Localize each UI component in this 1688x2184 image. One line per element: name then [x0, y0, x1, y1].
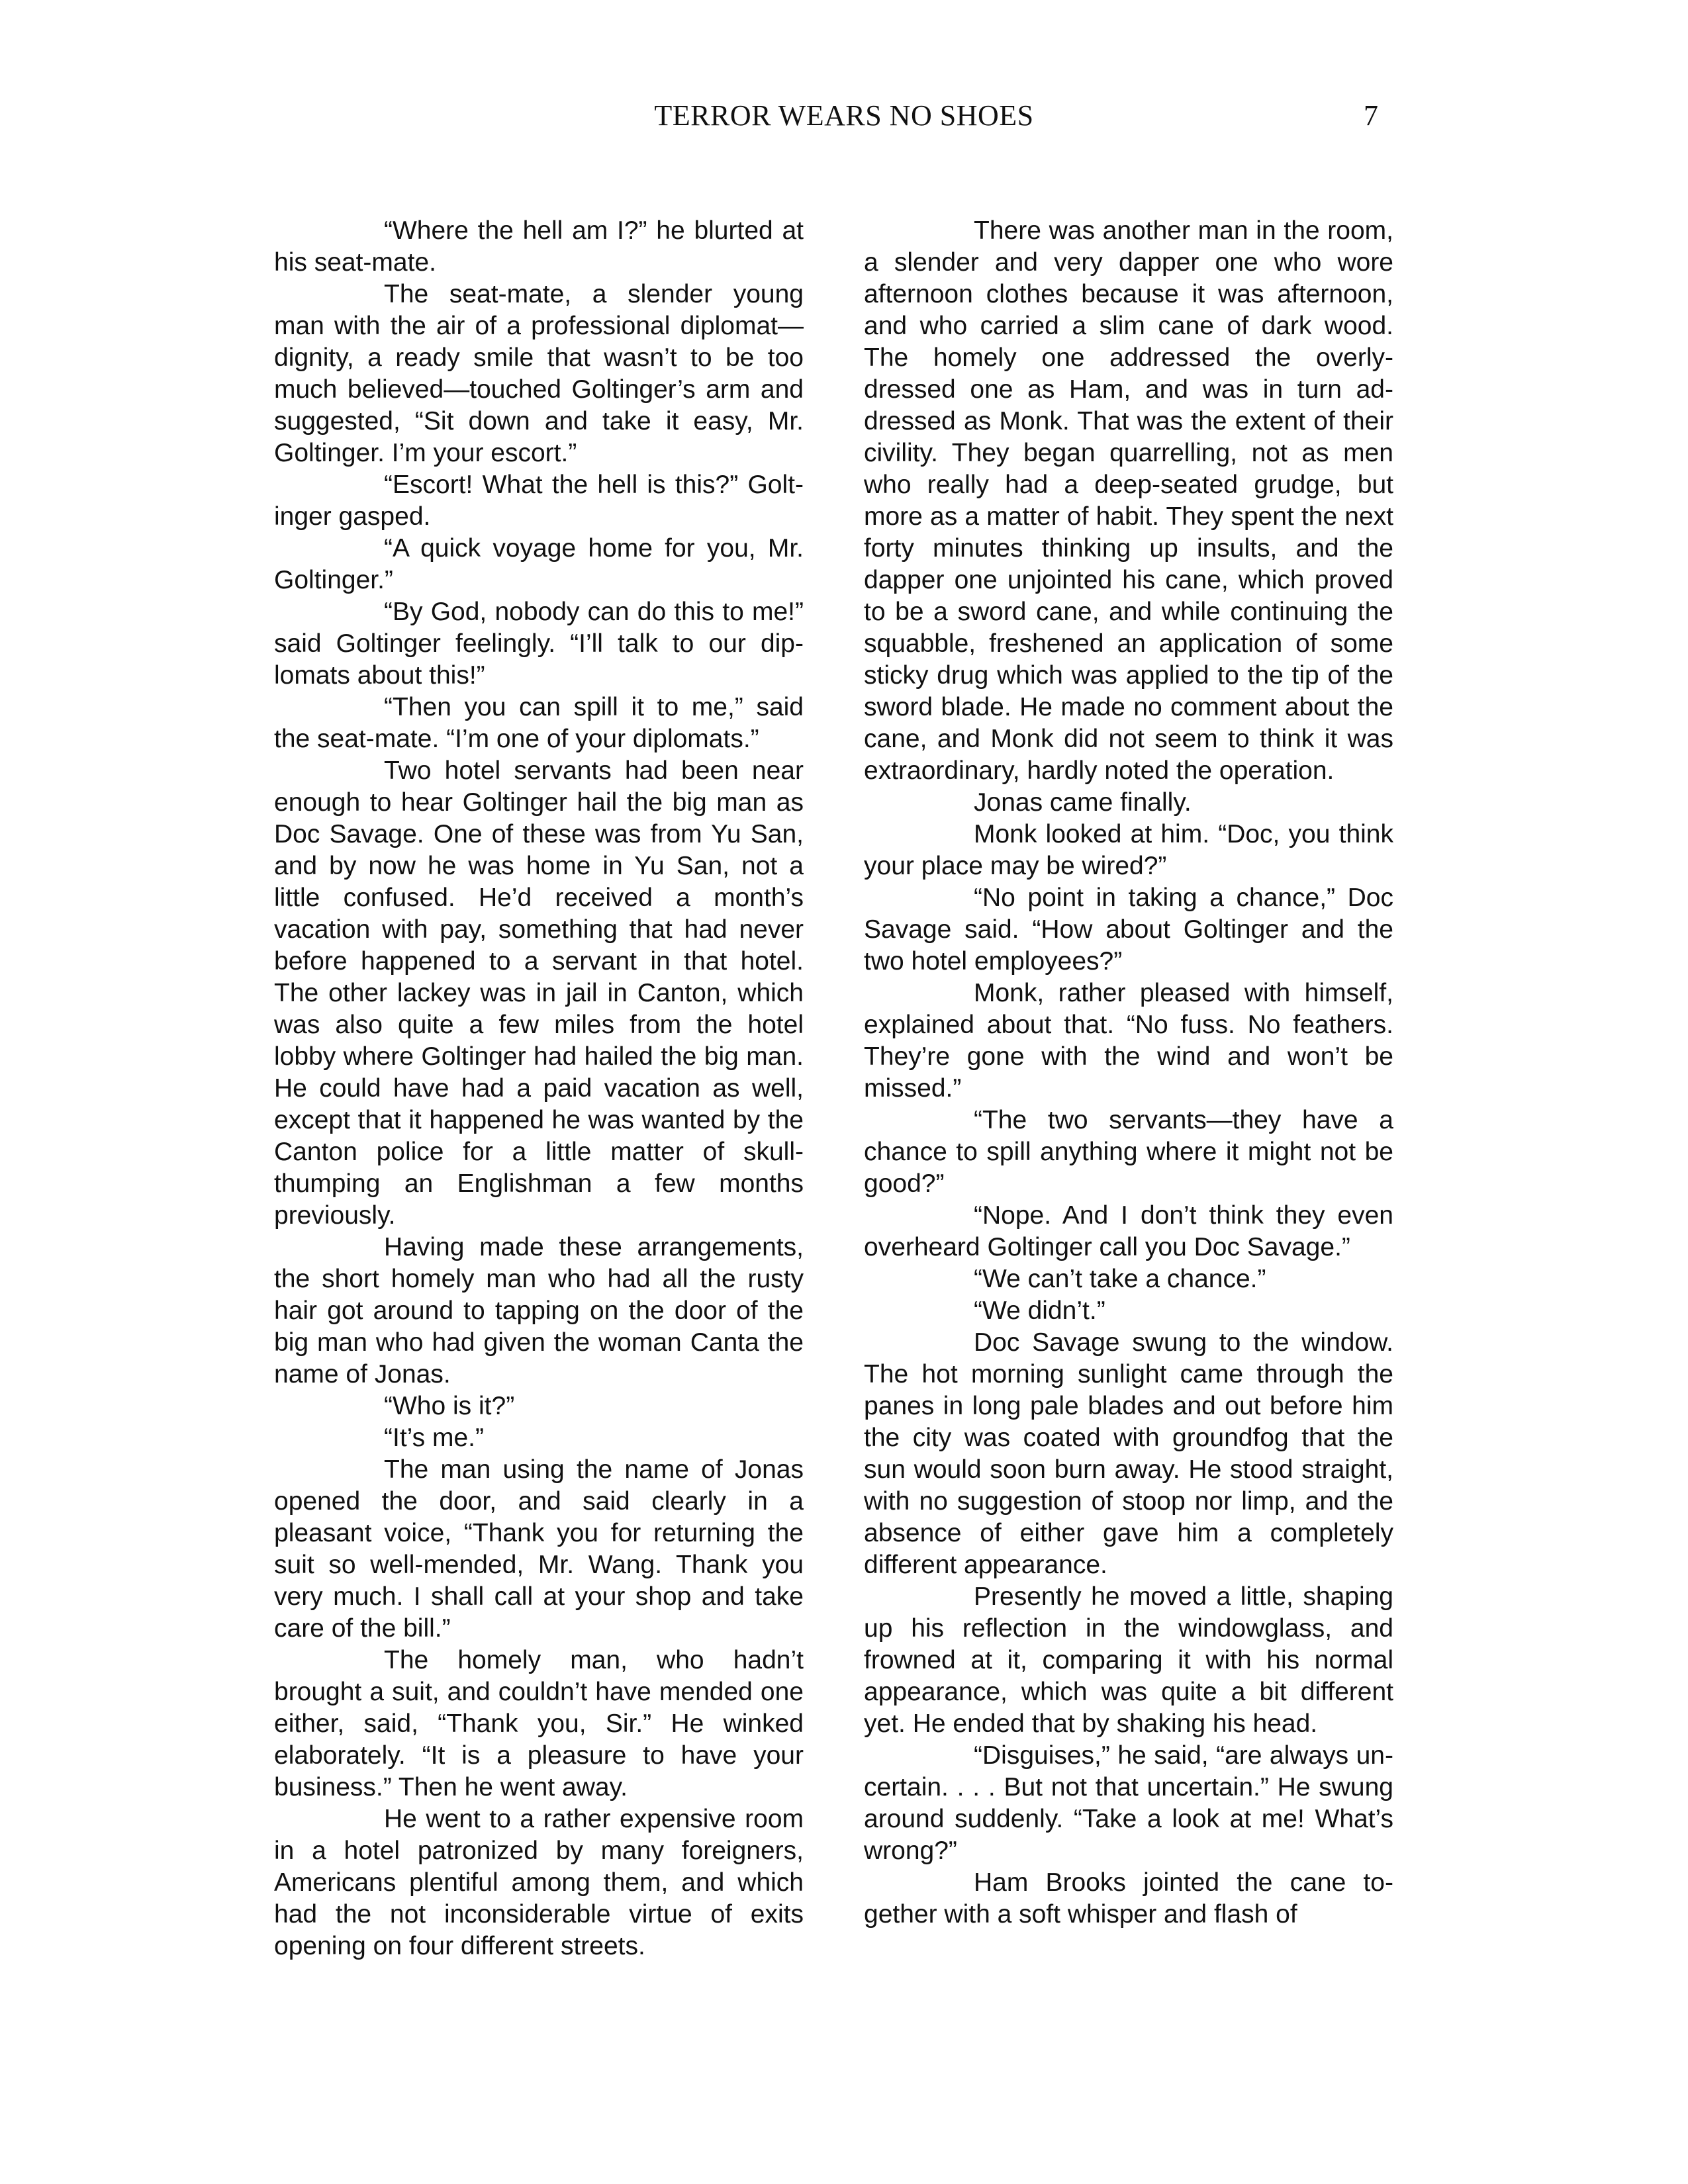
paragraph: Ham Brooks jointed the cane together with a soft whisper and flash of: [864, 1868, 1393, 1929]
paragraph: “Escort! What the hell is this?” Goltinger gasped.: [274, 471, 804, 531]
paragraph: There was another man in the room, a slender and very dapper one who wore afternoon clothes because it was afternoon, and who carried a slim cane of dark wood. The homely one addressed the overly-dressed one as Ham, and was in turn addressed as Monk. That was the extent of their civility. They began quarrelling, not as men who really had a deep-seated grudge, but more as a matter of habit. They spent the next forty minutes thinking up insults, and the dapper one unjointed his cane, which proved to be a sword cane, and while continuing the squabble, freshened an application of some sticky drug which was applied to the tip of the sword blade. He made no comment about the cane, and Monk did not seem to think it was extraordinary, hardly noted the operation.: [864, 216, 1393, 785]
left-text-column: [274, 215, 804, 1962]
paragraph: “We can’t take a chance.”: [974, 1265, 1266, 1293]
paragraph: The homely man, who hadn’t brought a suit, and couldn’t have mended one either, said, “Thank you, Sir.” He winked elaborately. “It is a pleasure to have your business.” Then he went away.: [274, 1646, 804, 1801]
paragraph: “It’s me.”: [384, 1424, 484, 1452]
paragraph: “Where the hell am I?” he blurted at his seat-mate.: [274, 216, 804, 277]
paragraph: “Disguises,” he said, “are always uncertain. . . . But not that uncertain.” He swung around suddenly. “Take a look at me! What’s wrong?”: [864, 1741, 1393, 1865]
paragraph: “We didn’t.”: [974, 1297, 1105, 1325]
paragraph: “By God, nobody can do this to me!” said Goltinger feelingly. “I’ll talk to our diplomats about this!”: [274, 598, 804, 690]
paragraph: “A quick voyage home for you, Mr. Goltinger.”: [274, 534, 804, 594]
right-text-column: [864, 215, 1393, 1931]
paragraph: Having made these arrangements, the short homely man who had all the rusty hair got around to tapping on the door of the big man who had given the woman Canta the name of Jonas.: [274, 1233, 804, 1388]
paragraph: The man using the name of Jonas opened the door, and said clearly in a pleasant voice, “Thank you for returning the suit so well-mended, Mr. Wang. Thank you very much. I shall call at your shop and take care of the bill.”: [274, 1455, 804, 1643]
paragraph: Two hotel servants had been near enough to hear Goltinger hail the big man as Doc Savage. One of these was from Yu San, and by now he was home in Yu San, not a little confused. He’d received a month’s vacation with pay, something that had never before happened to a servant in that hotel. The other lackey was in jail in Canton, which was also quite a few miles from the hotel lobby where Goltinger had hailed the big man. He could have had a paid vacation as well, except that it happened he was wanted by the Canton police for a little matter of skull-thumping an Englishman a few months previously.: [274, 756, 804, 1230]
paragraph: “Who is it?”: [384, 1392, 515, 1420]
paragraph: “Nope. And I don’t think they even overheard Goltinger call you Doc Savage.”: [864, 1201, 1393, 1261]
paragraph: “Then you can spill it to me,” said the seat-mate. “I’m one of your diplomats.”: [274, 693, 804, 753]
paragraph: The seat-mate, a slender young man with the air of a professional diplomat—dignity, a ready smile that wasn’t to be too much believed—touched Goltinger’s arm and suggested, “Sit down and take it easy, Mr. Goltinger. I’m your escort.”: [274, 280, 804, 467]
paragraph: Jonas came finally.: [974, 788, 1192, 817]
paragraph: “The two servants—they have a chance to spill anything where it might not be good?”: [864, 1106, 1393, 1198]
paragraph: Monk, rather pleased with himself, explained about that. “No fuss. No feathers. They’re gone with the wind and won’t be missed.”: [864, 979, 1393, 1103]
paragraph: Presently he moved a little, shaping up his reflection in the windowglass, and frowned at it, comparing it with his normal appearance, which was quite a bit different yet. He ended that by shaking his head.: [864, 1582, 1393, 1738]
running-header-title: TERROR WEARS NO SHOES: [654, 99, 1034, 132]
page-number: 7: [1364, 99, 1378, 132]
paragraph: He went to a rather expensive room in a hotel patronized by many foreigners, Americans plentiful among them, and which had the not inconsiderable virtue of exits opening on four different streets.: [274, 1805, 804, 1960]
paragraph: Doc Savage swung to the window. The hot morning sunlight came through the panes in long pale blades and out before him the city was coated with groundfog that the sun would soon burn away. He stood straight, with no suggestion of stoop nor limp, and the absence of either gave him a completely different appearance.: [864, 1328, 1393, 1579]
paragraph: “No point in taking a chance,” Doc Savage said. “How about Goltinger and the two hotel employees?”: [864, 884, 1393, 976]
paragraph: Monk looked at him. “Doc, you think your place may be wired?”: [864, 820, 1393, 880]
